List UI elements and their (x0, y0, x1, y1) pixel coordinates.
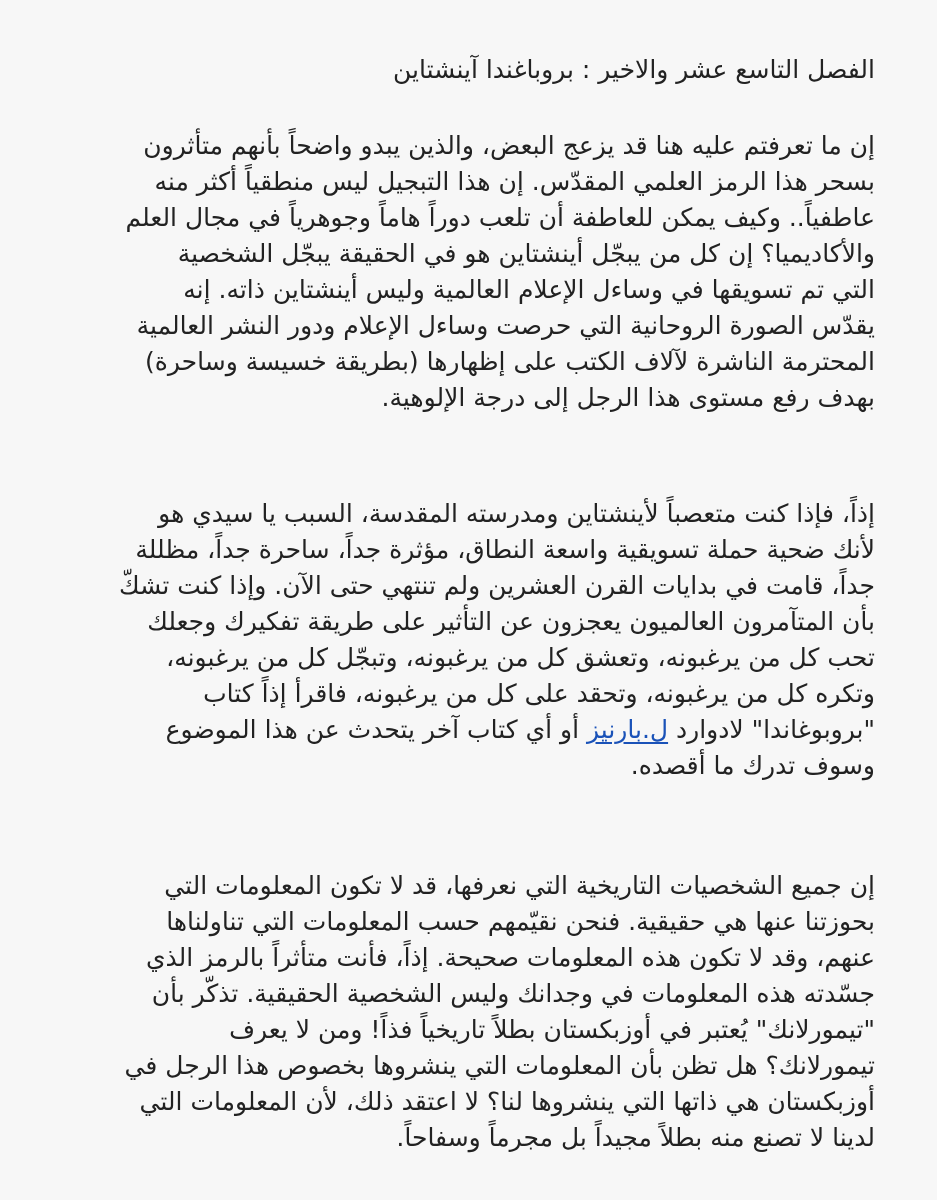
paragraph-2-line: جداً، قامت في بدايات القرن العشرين ولم تنتهي حتى الآن. وإذا كنت تشكّ (119, 571, 875, 600)
paragraph-3-line: لدينا لا تصنع منه بطلاً مجيداً بل مجرماً وسفاحاً. (396, 1123, 875, 1152)
paragraph-3-line: جسّدته هذه المعلومات في وجدانك وليس الشخصية الحقيقية. تذكّر بأن (151, 979, 875, 1008)
paragraph-3-line: "تيمورلانك" يُعتبر في أوزبكستان بطلاً تاريخياً فذاً! ومن لا يعرف (229, 1015, 875, 1044)
paragraph-3-line: بحوزتنا عنها هي حقيقية. فنحن نقيّمهم حسب المعلومات التي تناولناها (166, 907, 875, 936)
paragraph-1-line: يقدّس الصورة الروحانية التي حرصت وساءل الإعلام ودور النشر العالمية (136, 311, 875, 340)
paragraph-2-line: بأن المتآمرون العالميون يعجزون عن التأثير على طريقة تفكيرك وجعلك (147, 607, 875, 636)
paragraph-2-link-line (166, 712, 875, 748)
paragraph-1-line: التي تم تسويقها في وساءل الإعلام العالمية وليس أينشتاين ذاته. إنه (183, 275, 875, 304)
paragraph-1-line: والأكاديميا؟ إن كل من يبجّل أينشتاين هو في الحقيقة يبجّل الشخصية (177, 239, 875, 268)
paragraph-2-line: وتكره كل من يرغبونه، وتحقد على كل من يرغبونه، فاقرأ إذاً كتاب (203, 679, 875, 708)
paragraph-1-line: بسحر هذا الرمز العلمي المقدّس. إن هذا التبجيل ليس منطقياً أكثر منه (154, 167, 875, 196)
paragraph-1-line: عاطفياً.. وكيف يمكن للعاطفة أن تلعب دوراً هاماً وجوهرياً في مجال العلم (125, 203, 875, 232)
paragraph-1-line: إن ما تعرفتم عليه هنا قد يزعج البعض، والذين يبدو واضحاً بأنهم متأثرون (143, 131, 875, 160)
paragraph-2-line: لأنك ضحية حملة تسويقية واسعة النطاق، مؤثرة جداً، ساحرة جداً، مظللة (135, 535, 875, 564)
paragraph-3-line: عنهم، وقد لا تكون هذه المعلومات صحيحة. إذاً، فأنت متأثراً بالرمز الذي (145, 943, 875, 972)
chapter-title: الفصل التاسع عشر والاخير : بروباغندا آينشتاين (393, 55, 875, 84)
paragraph-3-line: إن جميع الشخصيات التاريخية التي نعرفها، قد لا تكون المعلومات التي (164, 871, 875, 900)
paragraph-2-line: تحب كل من يرغبونه، وتعشق كل من يرغبونه، وتبجّل كل من يرغبونه، (166, 643, 875, 672)
barnes-link[interactable]: ل.بارنيز (587, 715, 669, 744)
paragraph-3-line: أوزبكستان هي ذاتها التي ينشروها لنا؟ لا اعتقد ذلك، لأن المعلومات التي (139, 1087, 875, 1116)
paragraph-1-line: المحترمة الناشرة لآلاف الكتب على إظهارها (بطريقة خسيسة وساحرة) (145, 347, 875, 376)
paragraph-2-line: وسوف تدرك ما أقصده. (630, 751, 875, 780)
paragraph-1-line: بهدف رفع مستوى هذا الرجل إلى درجة الإلوهية. (381, 383, 875, 412)
paragraph-3-line: تيمورلانك؟ هل تظن بأن المعلومات التي ينشروها بخصوص هذا الرجل في (124, 1051, 875, 1080)
link-line-after: أو أي كتاب آخر يتحدث عن هذا الموضوع (165, 715, 588, 744)
link-line-before: "بروبوغاندا" لادوارد (668, 715, 875, 744)
paragraph-2-line: إذاً، فإذا كنت متعصباً لأينشتاين ومدرسته المقدسة، السبب يا سيدي هو (158, 499, 875, 528)
